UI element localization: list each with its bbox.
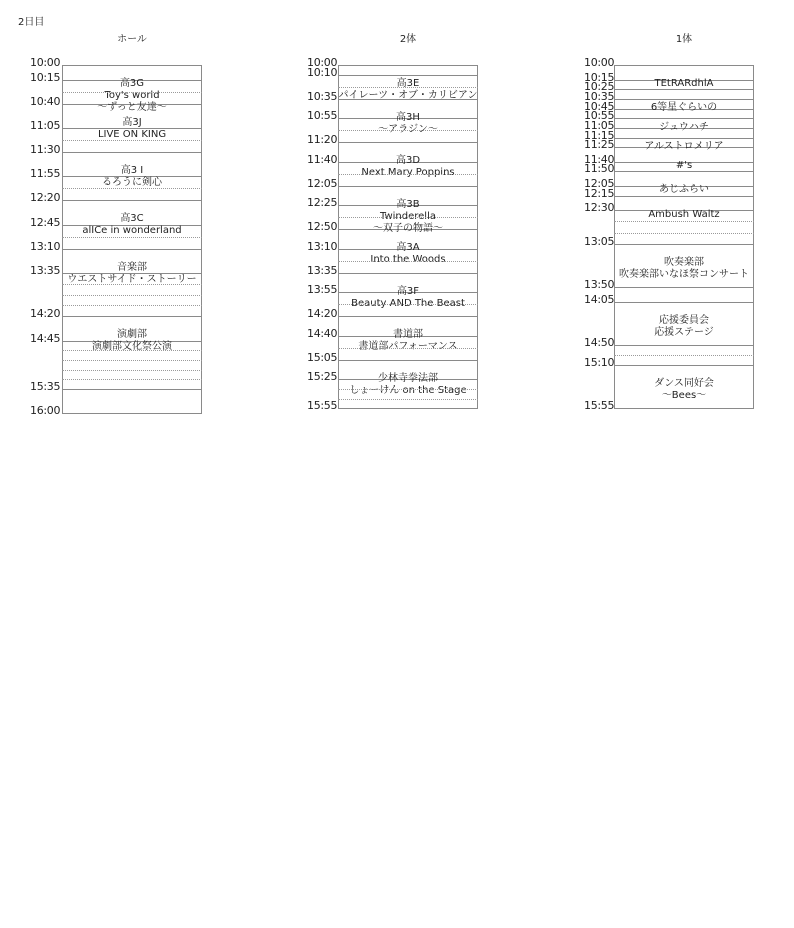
event-subtitle: 〜アラジン〜 xyxy=(378,123,438,135)
time-label: 11:40 xyxy=(307,152,338,166)
time-label: 11:50 xyxy=(584,162,615,176)
time-label: 10:15 xyxy=(30,70,61,84)
time-label: 14:45 xyxy=(30,331,61,345)
time-label: 10:40 xyxy=(30,94,61,108)
time-boundary-line xyxy=(614,99,754,100)
time-boundary-line xyxy=(614,65,754,66)
event-block xyxy=(614,78,754,90)
event-title: 少林寺拳法部 xyxy=(378,372,438,384)
event-title: 応援委員会 xyxy=(659,314,709,326)
event-subtitle: 応援ステージ xyxy=(654,326,714,338)
time-label: 13:55 xyxy=(307,283,338,297)
event-title: 書道部 xyxy=(393,329,423,341)
time-label: 10:00 xyxy=(584,56,615,69)
time-label: 14:05 xyxy=(584,292,615,306)
event-subtitle: 〜Bees〜 xyxy=(661,389,707,401)
event-title: 高3H xyxy=(396,111,420,123)
time-label: 11:20 xyxy=(307,133,338,147)
event-subtitle: 吹奏楽部いなほ祭コンサート xyxy=(619,268,749,280)
time-label: 12:50 xyxy=(307,220,338,234)
event-subtitle: 〜双子の物語〜 xyxy=(373,222,443,234)
event-block xyxy=(614,184,754,196)
event-title: ダンス同好会 xyxy=(654,377,714,389)
event-subtitle: ウエストサイド・ストーリー xyxy=(67,273,197,285)
event-block xyxy=(614,102,754,114)
event-title: Ambush Waltz xyxy=(648,208,720,220)
time-label: 15:55 xyxy=(584,399,615,413)
column-header-gym2: 2体 xyxy=(399,34,417,45)
event-title: ジュウハチ xyxy=(659,121,709,133)
time-label: 10:00 xyxy=(30,56,61,69)
time-label: 10:55 xyxy=(584,109,615,123)
time-label: 11:15 xyxy=(584,128,615,142)
time-label: 12:30 xyxy=(584,201,615,214)
time-label: 15:55 xyxy=(307,399,338,413)
event-title: 高3J xyxy=(122,116,142,128)
event-block xyxy=(614,209,754,221)
event-subtitle: 書道部パフォーマンス xyxy=(358,341,458,353)
event-title: 吹奏楽部 xyxy=(664,256,704,268)
event-subtitle: alICe in wonderland xyxy=(82,225,182,237)
event-title: TEtRARdhlA xyxy=(654,78,714,89)
time-label: 10:00 xyxy=(307,56,338,69)
event-subtitle: Next Mary Poppins xyxy=(361,167,455,179)
event-title: 高3A xyxy=(396,242,420,254)
time-boundary-line xyxy=(614,244,754,245)
time-label: 15:35 xyxy=(30,379,61,393)
time-label: 11:30 xyxy=(30,143,61,156)
event-title: 高3C xyxy=(120,213,144,225)
time-label: 13:50 xyxy=(584,278,615,292)
event-title: 高3B xyxy=(396,198,420,210)
time-label: 10:35 xyxy=(307,89,338,103)
time-label: 11:25 xyxy=(584,138,615,152)
time-label: 10:45 xyxy=(584,99,615,113)
event-block xyxy=(614,122,754,134)
time-label: 10:35 xyxy=(584,89,615,103)
time-label: 14:40 xyxy=(307,326,338,340)
event-title: 演劇部 xyxy=(117,329,147,341)
column-header-gym1: 1体 xyxy=(675,34,693,45)
time-boundary-line xyxy=(614,138,754,139)
event-title: #'s xyxy=(675,160,693,172)
time-boundary-line xyxy=(614,287,754,288)
event-title: 高3D xyxy=(395,155,421,167)
event-title: 音楽部 xyxy=(117,261,147,273)
time-label: 14:20 xyxy=(30,307,61,321)
time-label: 15:25 xyxy=(307,370,338,384)
event-subtitle: しょーけん on the Stage xyxy=(349,384,467,396)
event-subtitle: 演劇部文化祭公演 xyxy=(92,341,172,353)
event-title: 高3E xyxy=(396,78,420,89)
column-frame xyxy=(614,65,754,408)
event-subtitle: パイレーツ・オブ・カリビアン xyxy=(338,90,478,101)
time-label: 11:05 xyxy=(584,118,615,132)
interval-dotted-line xyxy=(614,355,754,356)
column-header-hall: ホール xyxy=(117,34,147,45)
event-title: アルストロメリア xyxy=(644,140,724,152)
time-label: 12:05 xyxy=(584,176,615,190)
time-label: 12:05 xyxy=(307,176,338,190)
time-label: 10:25 xyxy=(584,80,615,94)
page-label: 2日目 xyxy=(18,17,45,28)
time-label: 14:50 xyxy=(584,336,615,350)
time-label: 13:05 xyxy=(584,234,615,248)
event-subtitle: Toy's world xyxy=(104,90,160,101)
time-label: 11:05 xyxy=(30,118,61,132)
event-subtitle: Beauty AND The Beast xyxy=(351,297,465,309)
time-boundary-line xyxy=(614,345,754,346)
time-boundary-line xyxy=(614,302,754,303)
time-label: 11:40 xyxy=(584,152,615,166)
event-title: 高3 I xyxy=(120,165,144,176)
time-label: 10:10 xyxy=(307,65,338,79)
event-title: 6等星ぐらいの xyxy=(650,102,718,114)
event-block xyxy=(614,257,754,281)
time-label: 15:10 xyxy=(584,355,615,369)
time-label: 14:20 xyxy=(307,307,338,321)
event-title: あじふらい xyxy=(659,184,709,196)
time-label: 16:00 xyxy=(30,404,61,417)
interval-dotted-line xyxy=(614,233,754,234)
time-label: 12:15 xyxy=(584,186,615,200)
event-subtitle: るろうに剣心 xyxy=(102,177,162,188)
event-subtitle: LIVE ON KING xyxy=(97,128,167,140)
event-subtitle: Twinderella xyxy=(380,210,436,222)
time-label: 11:55 xyxy=(30,167,61,181)
time-label: 12:45 xyxy=(30,215,61,229)
time-boundary-line xyxy=(614,118,754,119)
event-block xyxy=(614,141,754,153)
event-block xyxy=(614,378,754,402)
time-label: 13:10 xyxy=(30,239,61,253)
time-label: 15:05 xyxy=(307,350,338,364)
time-label: 12:25 xyxy=(307,196,338,210)
event-subtitle: 〜ずっと友達〜 xyxy=(97,102,167,113)
event-block xyxy=(614,315,754,339)
interval-dotted-line xyxy=(614,221,754,222)
event-title: 高3F xyxy=(396,285,420,297)
event-block xyxy=(614,160,754,172)
time-label: 13:35 xyxy=(307,263,338,277)
event-title: 高3G xyxy=(119,78,145,89)
time-label: 10:15 xyxy=(584,70,615,84)
time-boundary-line xyxy=(614,365,754,366)
time-label: 13:10 xyxy=(307,239,338,253)
time-label: 12:20 xyxy=(30,191,61,205)
time-boundary-line xyxy=(614,408,754,409)
time-label: 13:35 xyxy=(30,263,61,277)
time-label: 10:55 xyxy=(307,109,338,123)
event-subtitle: Into the Woods xyxy=(370,254,446,266)
